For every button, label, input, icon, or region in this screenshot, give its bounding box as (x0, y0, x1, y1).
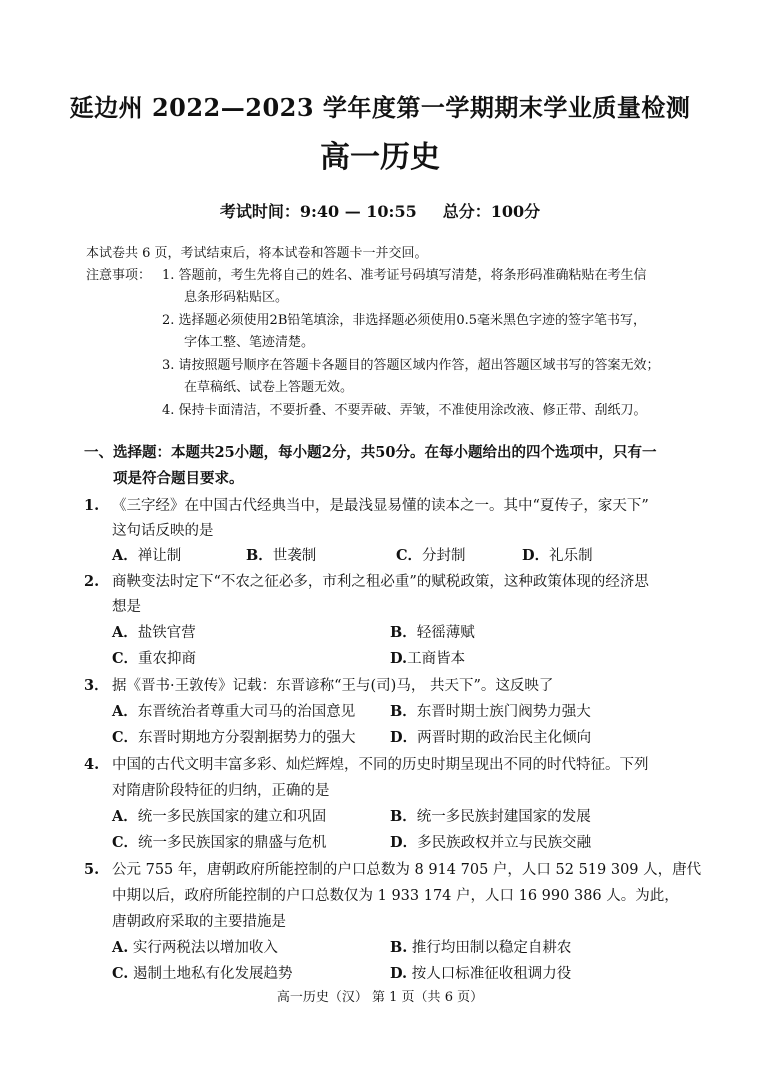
option-d[interactable] (390, 830, 591, 856)
notice-label: 注意事项： (86, 268, 152, 283)
option-c[interactable] (396, 543, 466, 569)
notice-item-text: 答题前，考生先将自己的姓名、准考证号码填写清楚，将条形码准确粘贴在考生信 (178, 268, 647, 283)
option-letter: C． (396, 547, 423, 564)
notice-item-text: 保持卡面清洁，不要折叠、不要弄破、弄皱，不准使用涂改液、修正带、刮纸刀。 (178, 403, 647, 418)
total-score: 总分：100分 (442, 202, 541, 221)
question-number: 2. (84, 573, 100, 590)
exam-time: 考试时间：9:40 — 10:55 (219, 202, 417, 221)
question-stem-cont: 想是 (112, 599, 141, 615)
question-stem: 中国的古代文明丰富多彩、灿烂辉煌，不同的历史时期呈现出不同的时代特征。下列 (112, 757, 649, 773)
option-letter: A. (112, 939, 129, 956)
question-number: 4. (84, 756, 100, 773)
option-letter: B. (390, 939, 408, 956)
option-b[interactable] (246, 543, 316, 569)
option-d[interactable] (390, 725, 591, 751)
question-stem: 商鞅变法时定下“不农之征必多，市利之租必重”的赋税政策，这种政策体现的经济思 (112, 574, 649, 590)
section-heading-cont: 项是符合题目要求。 (113, 470, 244, 487)
question-stem-cont: 唐朝政府采取的主要措施是 (112, 914, 286, 930)
question-stem: 《三字经》在中国古代经典当中，是最浅显易懂的读本之一。其中“夏传子，家天下” (112, 498, 649, 514)
question-stem: 据《晋书·王敦传》记载：东晋谚称“王与(司)马， 共天下”。这反映了 (112, 678, 554, 694)
option-letter: C． (112, 650, 139, 667)
option-a[interactable] (112, 935, 278, 961)
notice-item-1 (162, 265, 647, 287)
notice-item-number: 3. (162, 358, 175, 373)
option-letter: A． (112, 547, 138, 564)
option-text: 世袭制 (272, 548, 317, 564)
exam-title: 延边州 2022—2023 学年度第一学期期末学业质量检测 (69, 93, 691, 122)
option-letter: D． (522, 547, 550, 564)
question-stem: 公元 755 年，唐朝政府所能控制的户口总数为 8 914 705 户，人口 52 519 309 人，唐代 (112, 862, 702, 878)
question-number: 5. (84, 861, 100, 878)
option-letter: C． (112, 729, 139, 746)
option-c[interactable] (112, 961, 292, 987)
notice-item-2-cont: 字体工整、笔迹清楚。 (184, 335, 315, 350)
notice-item-number: 1. (162, 268, 175, 283)
option-letter: D． (390, 729, 418, 746)
subject-title: 高一历史 (320, 140, 440, 175)
option-b[interactable] (390, 804, 591, 830)
option-c[interactable] (112, 725, 356, 751)
option-letter: A． (112, 703, 138, 720)
option-letter: D. (390, 965, 408, 982)
notice-item-number: 2. (162, 313, 175, 328)
instructions-intro: 本试卷共 6 页，考试结束后，将本试卷和答题卡一并交回。 (86, 246, 428, 261)
option-text: 工商皆本 (407, 651, 466, 667)
exam-info (0, 199, 760, 222)
option-text: 统一多民族国家的建立和巩固 (137, 809, 327, 825)
option-text: 两晋时期的政治民主化倾向 (417, 730, 592, 746)
option-a[interactable] (112, 699, 355, 725)
option-text: 统一多民族封建国家的发展 (416, 809, 591, 825)
option-text: 实行两税法以增加收入 (132, 940, 278, 956)
page-footer: 高一历史（汉） 第 1 页（共 6 页） (276, 990, 484, 1005)
option-letter: B． (390, 703, 417, 720)
question-stem-cont: 对隋唐阶段特征的归纳，正确的是 (112, 783, 330, 799)
option-d[interactable] (390, 646, 465, 672)
option-text: 禅让制 (137, 548, 182, 564)
option-b[interactable] (390, 935, 571, 961)
option-text: 多民族政权并立与民族交融 (417, 835, 592, 851)
option-text: 遏制土地私有化发展趋势 (132, 966, 293, 982)
notice-item-4 (162, 400, 647, 422)
option-text: 盐铁官营 (137, 625, 196, 641)
option-text: 礼乐制 (549, 548, 593, 564)
option-text: 按人口标准征收租调力役 (411, 966, 572, 982)
option-a[interactable] (112, 543, 181, 569)
option-letter: C． (112, 834, 139, 851)
option-c[interactable] (112, 830, 327, 856)
notice-item-text: 请按照题号顺序在答题卡各题目的答题区域内作答，超出答题区域书写的答案无效； (178, 358, 660, 373)
option-letter: B． (390, 808, 417, 825)
notice-item-3 (162, 355, 660, 377)
question-number: 3． (84, 677, 109, 694)
option-text: 重农抑商 (138, 651, 197, 667)
option-text: 东晋时期地方分裂割据势力的强大 (138, 730, 356, 746)
question-number: 1. (84, 497, 100, 514)
option-letter: D． (390, 834, 418, 851)
option-d[interactable] (522, 543, 593, 569)
notice-item-text: 选择题必须使用2B铅笔填涂，非选择题必须使用0.5毫米黑色字迹的签字笔书写， (178, 313, 647, 328)
option-letter: D. (390, 650, 408, 667)
option-letter: C. (112, 965, 129, 982)
option-b[interactable] (390, 620, 475, 646)
notice-item-1-cont: 息条形码粘贴区。 (184, 290, 289, 305)
option-text: 统一多民族国家的鼎盛与危机 (138, 835, 327, 851)
option-a[interactable] (112, 804, 326, 830)
option-letter: B． (246, 547, 273, 564)
option-b[interactable] (390, 699, 591, 725)
question-stem-cont: 中期以后，政府所能控制的户口总数仅为 1 933 174 户，人口 16 990 386 人。为此， (112, 888, 679, 904)
option-a[interactable] (112, 620, 196, 646)
option-text: 推行均田制以稳定自耕农 (411, 940, 572, 956)
option-text: 东晋统治者尊重大司马的治国意见 (137, 704, 356, 720)
question-stem-cont: 这句话反映的是 (112, 523, 214, 539)
notice-item-number: 4. (162, 403, 175, 418)
notice-item-2 (162, 310, 646, 332)
option-letter: A． (112, 808, 138, 825)
option-text: 分封制 (422, 548, 466, 564)
option-d[interactable] (390, 961, 571, 987)
option-text: 轻徭薄赋 (416, 625, 475, 641)
notice-item-3-cont: 在草稿纸、试卷上答题无效。 (184, 380, 354, 395)
option-c[interactable] (112, 646, 196, 672)
option-letter: B． (390, 624, 417, 641)
option-text: 东晋时期士族门阀势力强大 (416, 704, 591, 720)
option-letter: A． (112, 624, 138, 641)
section-heading: 一、选择题：本题共25小题，每小题2分，共50分。在每小题给出的四个选项中，只有一 (84, 444, 657, 461)
